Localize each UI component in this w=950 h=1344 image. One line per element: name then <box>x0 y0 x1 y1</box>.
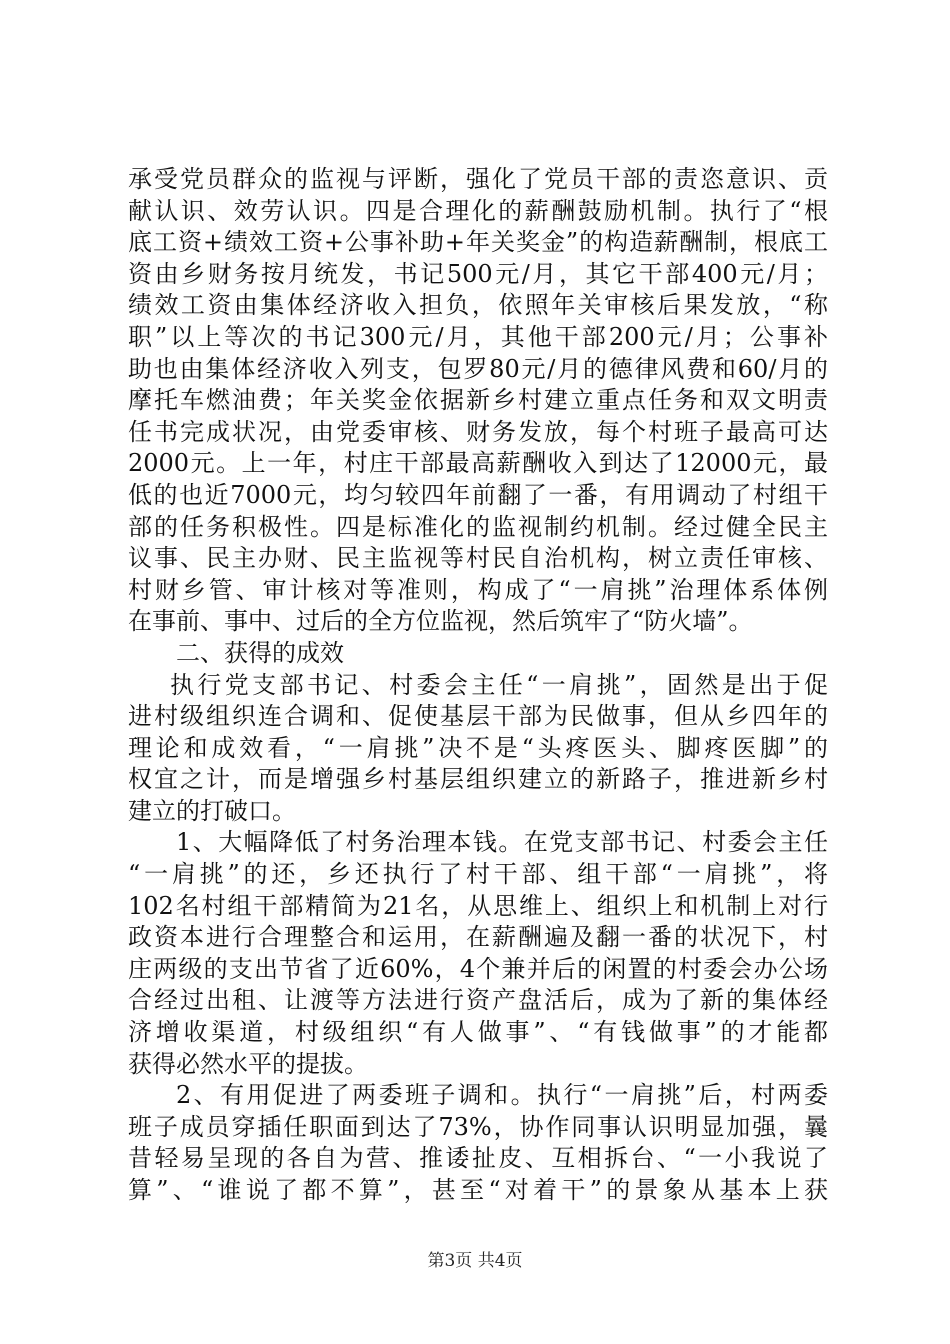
text-line: 进村级组织连合调和、促使基层干部为民做事，但从乡四年的 <box>128 702 828 731</box>
text-line: 1、大幅降低了村务治理本钱。在党支部书记、村委会主任 <box>176 828 828 857</box>
text-line: 2、有用促进了两委班子调和。执行“一肩挑”后，村两委 <box>176 1081 828 1110</box>
text-line: 合经过出租、让渡等方法进行资产盘活后，成为了新的集体经 <box>128 986 828 1015</box>
page-number-footer: 第3页 共4页 <box>427 1251 523 1271</box>
text-line: 助也由集体经济收入列支，包罗80元/月的德律风费和60/月的 <box>128 354 828 383</box>
section-heading: 二、获得的成效 <box>176 638 344 667</box>
text-line: 底工资+绩效工资+公事补助+年关奖金”的构造薪酬制，根底工 <box>128 228 828 257</box>
text-line: 任书完成状况，由党委审核、财务发放，每个村班子最高可达 <box>128 417 828 446</box>
document-body <box>128 164 828 1207</box>
text-line: 理论和成效看，“一肩挑”决不是“头疼医头、脚疼医脚”的 <box>128 733 828 762</box>
text-line: 部的任务积极性。四是标准化的监视制约机制。经过健全民主 <box>128 512 828 541</box>
text-line: 获得必然水平的提拔。 <box>128 1049 368 1078</box>
text-line: 算”、“谁说了都不算”，甚至“对着干”的景象从基本上获 <box>128 1176 828 1204</box>
text-line: 资由乡财务按月统发，书记500元/月，其它干部400元/月； <box>128 259 828 288</box>
text-line: 献认识、效劳认识。四是合理化的薪酬鼓励机制。执行了“根 <box>128 196 828 225</box>
text-line: 济增收渠道，村级组织“有人做事”、“有钱做事”的才能都 <box>128 1018 828 1047</box>
text-line: 权宜之计，而是增强乡村基层组织建立的新路子，推进新乡村 <box>128 765 828 794</box>
text-line: 议事、民主办财、民主监视等村民自治机构，树立责任审核、 <box>128 544 828 573</box>
text-line: 绩效工资由集体经济收入担负，依照年关审核后果发放，“称 <box>128 291 828 320</box>
text-line: 政资本进行合理整合和运用，在薪酬遍及翻一番的状况下，村 <box>128 923 828 952</box>
text-line: 102名村组干部精简为21名，从思维上、组织上和机制上对行 <box>128 891 828 920</box>
text-line: 村财乡管、审计核对等准则，构成了“一肩挑”治理体系体例 <box>128 575 828 604</box>
text-line: 承受党员群众的监视与评断，强化了党员干部的责恣意识、贡 <box>128 165 828 193</box>
text-line: 职”以上等次的书记300元/月，其他干部200元/月；公事补 <box>128 322 828 351</box>
text-line: 在事前、事中、过后的全方位监视，然后筑牢了“防火墙”。 <box>128 607 753 636</box>
text-line: 摩托车燃油费；年关奖金依据新乡村建立重点任务和双文明责 <box>128 386 828 415</box>
text-line: 建立的打破口。 <box>128 796 296 825</box>
text-line: “一肩挑”的还，乡还执行了村干部、组干部“一肩挑”，将 <box>128 860 828 889</box>
text-line: 2000元。上一年，村庄干部最高薪酬收入到达了12000元，最 <box>128 449 828 478</box>
text-line: 低的也近7000元，均匀较四年前翻了一番，有用调动了村组干 <box>128 480 828 509</box>
text-line: 执行党支部书记、村委会主任“一肩挑”，固然是出于促 <box>170 670 828 699</box>
text-line: 庄两级的支出节省了近60%，4个兼并后的闲置的村委会办公场 <box>128 954 828 983</box>
text-line: 班子成员穿插任职面到达了73%，协作同事认识明显加强，曩 <box>128 1112 828 1141</box>
text-line: 昔轻易呈现的各自为营、推诿扯皮、互相拆台、“一小我说了 <box>128 1144 828 1173</box>
